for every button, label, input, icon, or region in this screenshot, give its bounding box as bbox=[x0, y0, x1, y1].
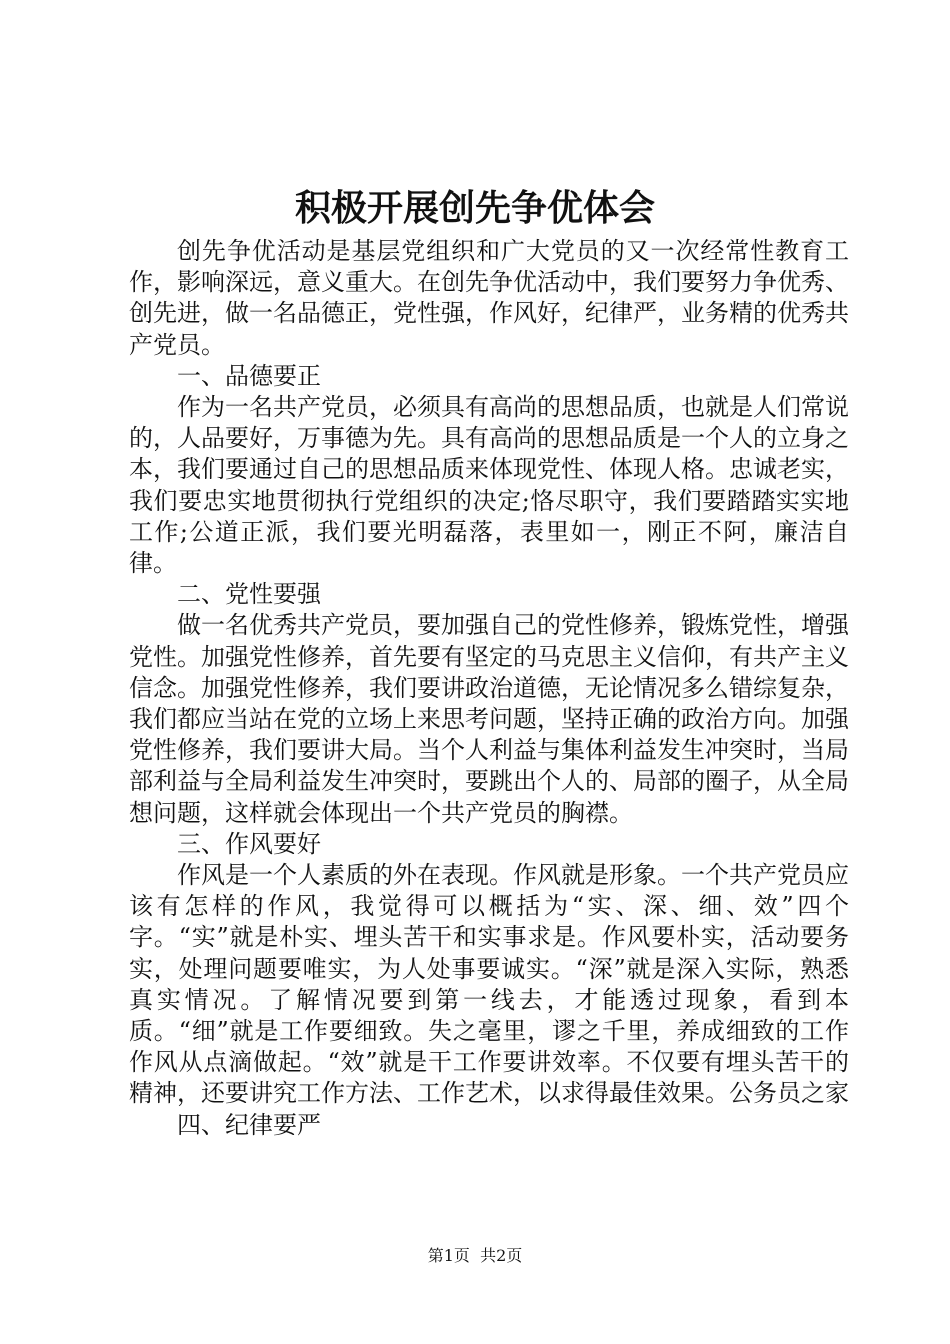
paragraph-intro: 创先争优活动是基层党组织和广大党员的又一次经常性教育工作，影响深远，意义重大。在创先争优活动中，我们要努力争优秀、创先进，做一名品德正，党性强，作风好，纪律严，业务精的优秀共产党员。 bbox=[129, 237, 849, 359]
page-number: 第1页 bbox=[427, 1246, 470, 1265]
section-heading-4: 四、纪律要严 bbox=[177, 1110, 321, 1139]
footer-separator bbox=[470, 1246, 480, 1265]
paragraph-section-2: 做一名优秀共产党员，要加强自己的党性修养，锻炼党性，增强党性。加强党性修养，首先要有坚定的马克思主义信仰，有共产主义信念。加强党性修养，我们要讲政治道德，无论情况多么错综复杂，我们都应当站在党的立场上来思考问题，坚持正确的政治方向。加强党性修养，我们要讲大局。当个人利益与集体利益发生冲突时，当局部利益与全局利益发生冲突时，要跳出个人的、局部的圈子，从全局想问题，这样就会体现出一个共产党员的胸襟。 bbox=[129, 611, 849, 827]
page-footer bbox=[0, 1244, 950, 1268]
paragraph-section-1: 作为一名共产党员，必须具有高尚的思想品质，也就是人们常说的，人品要好，万事德为先。具有高尚的思想品质是一个人的立身之本，我们要通过自己的思想品质来体现党性、体现人格。忠诚老实，我们要忠实地贯彻执行党组织的决定;恪尽职守，我们要踏踏实实地工作;公道正派，我们要光明磊落，表里如一，刚正不阿，廉洁自律。 bbox=[129, 393, 849, 578]
section-heading-1: 一、品德要正 bbox=[177, 361, 321, 390]
paragraph-section-3: 作风是一个人素质的外在表现。作风就是形象。一个共产党员应该有怎样的作风，我觉得可以概括为“实、深、细、效”四个字。“实”就是朴实、埋头苦干和实事求是。作风要朴实，活动要务实，处理问题要唯实，为人处事要诚实。“深”就是深入实际，熟悉真实情况。了解情况要到第一线去，才能透过现象，看到本质。“细”就是工作要细致。失之毫里，谬之千里，养成细致的工作作风从点滴做起。“效”就是干工作要讲效率。不仅要有埋头苦干的精神，还要讲究工作方法、工作艺术，以求得最佳效果。公务员之家 bbox=[129, 861, 849, 1108]
section-heading-3: 三、作风要好 bbox=[177, 829, 321, 858]
section-heading-2: 二、党性要强 bbox=[177, 580, 321, 609]
document-title: 积极开展创先争优体会 bbox=[294, 187, 655, 229]
document-body bbox=[129, 236, 849, 1141]
page-total: 共2页 bbox=[480, 1246, 523, 1265]
